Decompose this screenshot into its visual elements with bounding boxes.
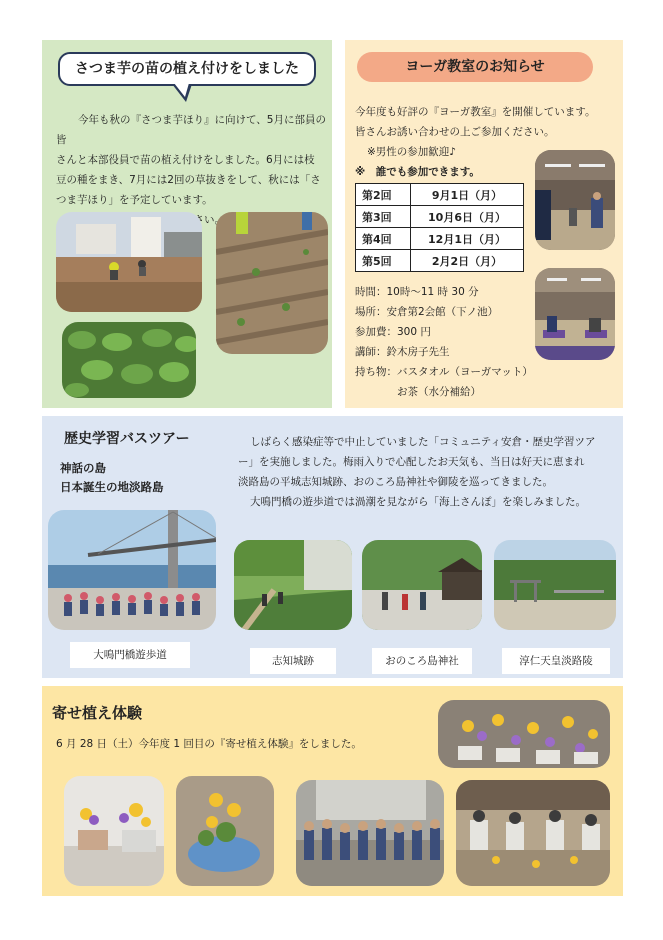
date-cell: 2月2日（月） [411, 250, 524, 272]
bustour-body [238, 432, 620, 512]
schedule-row [356, 184, 524, 206]
yoga-photo-2 [535, 268, 615, 360]
round-cell: 第2回 [356, 184, 411, 206]
detail-line: 時間：10時～11 時 30 分 [355, 286, 479, 298]
round-cell: 第4回 [356, 228, 411, 250]
schedule-row [356, 228, 524, 250]
caption-onaruto: 大鳴門橋遊歩道 [70, 642, 190, 668]
round-cell: 第3回 [356, 206, 411, 228]
date-cell: 12月1日（月） [411, 228, 524, 250]
body-line: ー」を実施しました。梅雨入りで心配したお天気も、当日は好天に恵まれ [238, 456, 585, 468]
body-line: つま芋ほり」を予定しています。 [56, 194, 213, 206]
intro-line: 皆さんお誘い合わせの上ご参加ください。 [355, 126, 555, 138]
sweetpotato-panel [42, 40, 332, 408]
body-line: 豆の種をまき、7月には2回の草抜きをして、秋には「さ [56, 174, 321, 186]
intro-line: ※ 誰でも参加できます。 [355, 166, 480, 178]
yoga-title: ヨーガ教室のお知らせ [357, 52, 593, 82]
bustour-panel [42, 416, 623, 678]
planting-photo-2 [176, 776, 274, 886]
schedule-row [356, 250, 524, 272]
yoga-schedule-table [355, 183, 524, 272]
date-cell: 10月6日（月） [411, 206, 524, 228]
detail-line: お茶（水分補給） [397, 386, 481, 398]
body-line: 大鳴門橋の遊歩道では渦潮を見ながら「海上さんぽ」を楽しみました。 [250, 496, 586, 508]
shichi-castle-photo [234, 540, 352, 630]
body-line: 今年も秋の『さつま芋ほり』に向けて、5月に部員の皆 [56, 114, 326, 146]
caption-junnin: 淳仁天皇淡路陵 [502, 648, 610, 674]
field-photo-2 [216, 212, 328, 354]
detail-line: 講師：鈴木房子先生 [355, 346, 450, 358]
onokoro-shrine-photo [362, 540, 482, 630]
intro-line: ※男性の参加歓迎♪ [367, 146, 456, 158]
caption-shichi: 志知城跡 [250, 648, 336, 674]
detail-line: 参加費：300 円 [355, 326, 431, 338]
yoga-panel [345, 40, 623, 408]
planting-line: 6 月 28 日（土）今年度 1 回目の『寄せ植え体験』をしました。 [56, 738, 362, 750]
bustour-subtitle-2: 日本誕生の地淡路島 [60, 480, 164, 494]
caption-onokoro: おのころ島神社 [372, 648, 472, 674]
planting-photo-1 [64, 776, 164, 886]
junnin-mausoleum-photo [494, 540, 616, 630]
body-line: しばらく感染症等で中止していました「コミュニティ安倉・歴史学習ツア [250, 436, 596, 448]
planting-photo-top [438, 700, 610, 768]
date-cell: 9月1日（月） [411, 184, 524, 206]
intro-line: 今年度も好評の『ヨーガ教室』を開催しています。 [355, 106, 596, 118]
field-photo-3 [62, 322, 196, 398]
planting-title: 寄せ植え体験 [52, 704, 143, 722]
detail-line: 持ち物：バスタオル（ヨーガマット） [355, 366, 533, 378]
round-cell: 第5回 [356, 250, 411, 272]
yoga-details [355, 282, 555, 402]
body-line: さんと本部役員で苗の植え付けをしました。6月には枝 [56, 154, 315, 166]
detail-line: 場所：安倉第2会館（下ノ池） [355, 306, 499, 318]
bridge-photo [48, 510, 216, 630]
yoga-photo-1 [535, 150, 615, 250]
sweetpotato-title: さつま芋の苗の植え付けをしました [58, 52, 316, 86]
planting-photo-4 [456, 780, 610, 886]
field-photo-1 [56, 212, 202, 312]
bustour-title: 歴史学習バスツアー [64, 431, 190, 447]
planting-photo-3 [296, 780, 444, 886]
bustour-subtitle-1: 神話の島 [60, 461, 106, 475]
body-line: 淡路島の平城志知城跡、おのころ島神社や御陵を巡ってきました。 [238, 476, 553, 488]
planting-panel [42, 686, 623, 896]
schedule-row [356, 206, 524, 228]
